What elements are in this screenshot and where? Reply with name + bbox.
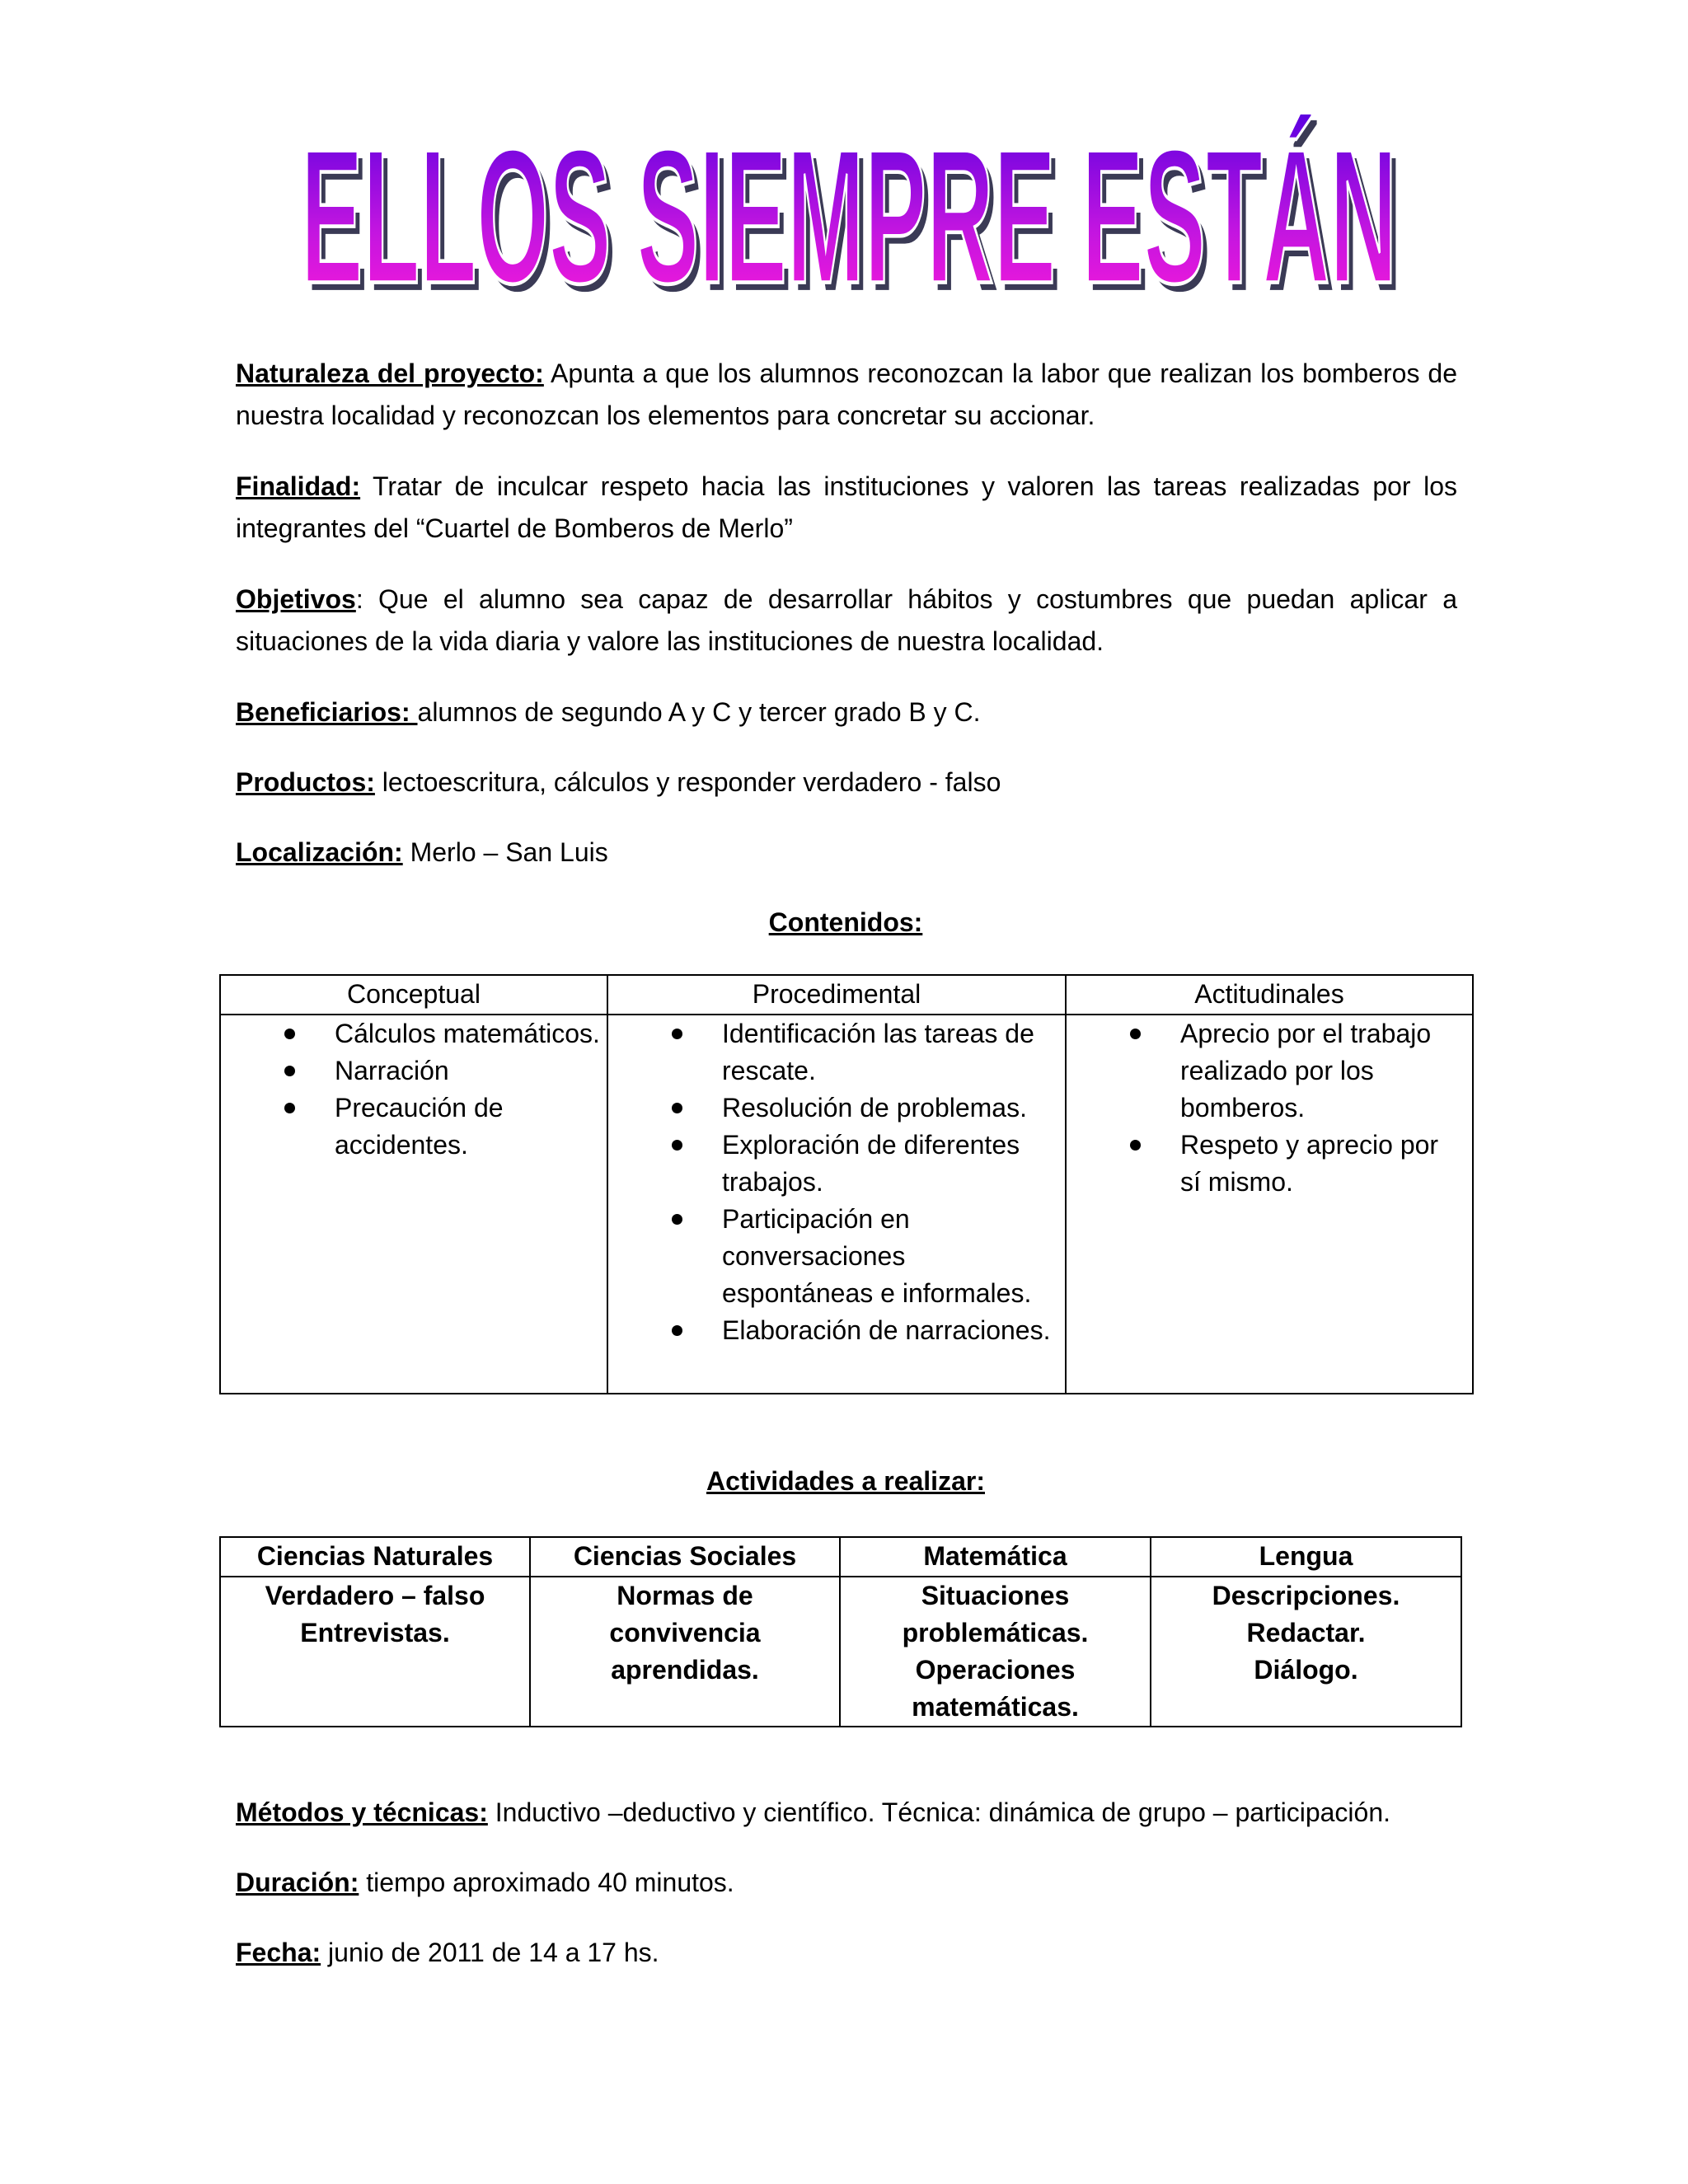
header-lengua: Lengua [1151,1537,1461,1577]
cell-line: Entrevistas. [300,1618,450,1647]
duracion-label: Duración: [236,1868,359,1897]
productos-text: lectoescritura, cálculos y responder verdadero - falso [374,767,1001,797]
naturaleza-label: Naturaleza del proyecto: [236,359,544,388]
section-fecha [236,1932,1457,1974]
finalidad-text: Tratar de inculcar respeto hacia las instituciones y valoren las tareas realizadas por los integrantes del “Cuartel de Bomberos de Merlo” [236,471,1457,543]
fecha-text: junio de 2011 de 14 a 17 hs. [321,1938,659,1967]
metodos-label: Métodos y técnicas: [236,1797,488,1827]
cell-line: Situaciones problemáticas. [902,1581,1089,1647]
page-title: ELLOS SIEMPRE ESTÁN [300,110,1397,324]
duracion-text: tiempo aproximado 40 minutos. [359,1868,734,1897]
cell-line: Diálogo. [1254,1655,1358,1685]
procedimental-list [608,1015,1065,1349]
header-conceptual: Conceptual [220,975,607,1015]
localizacion-text: Merlo – San Luis [402,837,608,867]
section-productos [236,762,1457,804]
actividades-heading: Actividades a realizar: [706,1466,985,1496]
section-metodos [236,1792,1457,1834]
lengua-cell [1151,1577,1461,1727]
section-objetivos [236,579,1457,663]
contenidos-heading: Contenidos: [768,907,923,937]
list-item: Precaución de accidentes. [221,1090,607,1164]
header-matematica: Matemática [840,1537,1151,1577]
section-duracion [236,1862,1457,1904]
matematica-cell [840,1577,1151,1727]
cell-line: Normas de convivencia aprendidas. [609,1581,761,1685]
title-shadow: ELLOS SIEMPRE ESTÁN [305,117,1402,331]
list-item: Cálculos matemáticos. [221,1015,607,1052]
header-actitudinales: Actitudinales [1066,975,1473,1015]
procedimental-cell [607,1015,1066,1394]
cell-line: Descripciones. [1212,1581,1400,1610]
list-item: Participación en conversaciones espontáneas e informales. [608,1201,1065,1312]
header-ciencias-naturales: Ciencias Naturales [220,1537,530,1577]
header-procedimental: Procedimental [607,975,1066,1015]
conceptual-cell [220,1015,607,1394]
actitudinales-list [1067,1015,1472,1201]
section-finalidad [236,466,1457,550]
list-item: Elaboración de narraciones. [608,1312,1065,1349]
metodos-text: Inductivo –deductivo y científico. Técnica: dinámica de grupo – participación. [487,1797,1390,1827]
header-ciencias-sociales: Ciencias Sociales [530,1537,840,1577]
beneficiarios-label: Beneficiarios: [236,697,418,727]
list-item: Resolución de problemas. [608,1090,1065,1127]
fecha-label: Fecha: [236,1938,321,1967]
conceptual-list [221,1015,607,1164]
section-localizacion [236,832,1457,874]
cell-line: Operaciones matemáticas. [912,1655,1079,1722]
cell-line: Redactar. [1246,1618,1366,1647]
list-item: Narración [221,1052,607,1090]
cell-line: Verdadero – falso [265,1581,485,1610]
actividades-header-row [220,1537,1461,1577]
objetivos-text: : Que el alumno sea capaz de desarrollar hábitos y costumbres que puedan aplicar a situaciones de la vida diaria y valore las instituciones de nuestra localidad. [236,584,1457,656]
finalidad-label: Finalidad: [236,471,361,501]
list-item: Identificación las tareas de rescate. [608,1015,1065,1090]
sociales-cell [530,1577,840,1727]
actitudinales-cell [1066,1015,1473,1394]
productos-label: Productos: [236,767,375,797]
actividades-table [219,1536,1462,1727]
list-item: Respeto y aprecio por sí mismo. [1067,1127,1472,1201]
list-item: Aprecio por el trabajo realizado por los bomberos. [1067,1015,1472,1127]
naturaleza-text: Apunta a que los alumnos reconozcan la labor que realizan los bomberos de nuestra localidad y reconozcan los elementos para concretar su accionar. [236,359,1458,430]
title-wordart [272,87,1426,342]
section-naturaleza [236,353,1457,437]
localizacion-label: Localización: [236,837,403,867]
list-item: Exploración de diferentes trabajos. [608,1127,1065,1201]
section-beneficiarios [236,691,1457,733]
actividades-body-row [220,1577,1461,1727]
contenidos-table [219,974,1474,1394]
beneficiarios-text: alumnos de segundo A y C y tercer grado B y C. [417,697,981,727]
naturales-cell [220,1577,530,1727]
objetivos-label: Objetivos [236,584,356,614]
contenidos-header-row [220,975,1473,1015]
contenidos-body-row [220,1015,1473,1394]
